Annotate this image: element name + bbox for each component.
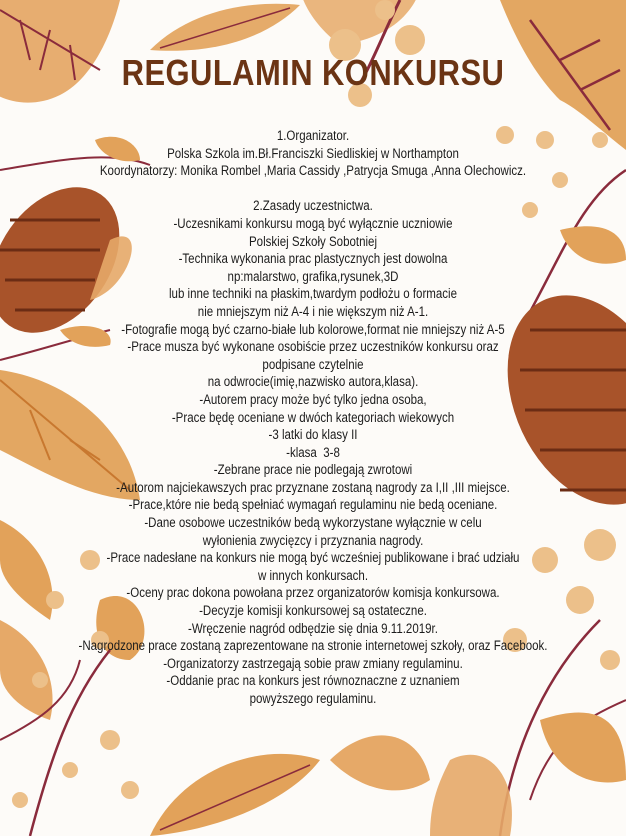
text-line: w innych konkursach. xyxy=(257,567,369,583)
text-line: powyższego regulaminu. xyxy=(249,691,377,706)
text-line: -Dane osobowe uczestników bedą wykorzystane wyłącznie w celu xyxy=(144,515,482,531)
text-line: -3 latki do klasy II xyxy=(268,427,358,443)
text-line: -Autorem pracy może być tylko jedna osoba, xyxy=(199,391,427,407)
text-line: lub inne techniki na płaskim,twardym podłożu o formacie xyxy=(168,286,458,302)
text-line: podpisane czytelnie xyxy=(262,356,364,372)
text-line: Koordynatorzy: Monika Rombel ,Maria Cassidy ,Patrycja Smuga ,Anna Olechowicz. xyxy=(99,163,527,179)
page-title: REGULAMIN KONKURSU xyxy=(121,52,505,93)
text-line: -Prace musza być wykonane osobiście przez uczestników konkursu oraz xyxy=(127,339,499,355)
text-line: Polskiej Szkoły Sobotniej xyxy=(248,233,378,249)
text-line: -Oceny prac dokona powołana przez organizatorów komisja konkursowa. xyxy=(126,585,500,601)
text-line: -klasa 3-8 xyxy=(286,444,340,460)
text-line: -Nagrodzone prace zostaną zaprezentowane na stronie internetowej szkoły, oraz Facebook. xyxy=(78,638,548,654)
text-line: -Uczesnikami konkursu mogą być wyłącznie uczniowie xyxy=(173,215,453,231)
text-line: -Wręczenie nagród odbędzie się dnia 9.11.2019r. xyxy=(188,620,438,636)
text-line: Polska Szkola im.Bł.Franciszki Siedliskiej w Northampton xyxy=(167,145,459,161)
text-line: -Prace nadesłane na konkurs nie mogą być wcześniej publikowane i brać udziału xyxy=(106,550,520,566)
text-line: 2.Zasady uczestnictwa. xyxy=(253,198,373,214)
text-line: wyłonienia zwycięzcy i przyznania nagrody. xyxy=(202,532,424,548)
text-line: nie mniejszym niż A-4 i nie większym niż A-1. xyxy=(197,303,429,319)
text-line: -Autorom najciekawszych prac przyznane zostaną nagrody za I,II ,III miejsce. xyxy=(116,479,510,495)
leaf-bottom-center-icon xyxy=(150,735,430,836)
regulations-text xyxy=(0,127,626,708)
text-line: -Oddanie prac na konkurs jest równoznaczne z uznaniem xyxy=(166,673,460,689)
text-line: np:malarstwo, grafika,rysunek,3D xyxy=(227,268,399,284)
text-line: -Organizatorzy zastrzegają sobie praw zmiany regulaminu. xyxy=(163,655,463,671)
text-line: -Zebrane prace nie podlegają zwrotowi xyxy=(213,462,413,478)
text-line: -Prace będę oceniane w dwóch kategoriach wiekowych xyxy=(171,409,455,425)
text-line xyxy=(44,180,582,198)
text-line: -Technika wykonania prac plastycznych jest dowolna xyxy=(178,251,448,267)
text-line: 1.Organizator. xyxy=(276,128,350,143)
text-line: -Prace,które nie bedą spełniać wymagań regulaminu nie bedą oceniane. xyxy=(128,497,498,513)
text-line: -Fotografie mogą być czarno-białe lub kolorowe,format nie mniejszy niż A-5 xyxy=(121,321,505,337)
text-line: na odwrocie(imię,nazwisko autora,klasa). xyxy=(207,374,419,390)
text-line: -Decyzje komisji konkursowej są ostateczne. xyxy=(199,603,427,619)
